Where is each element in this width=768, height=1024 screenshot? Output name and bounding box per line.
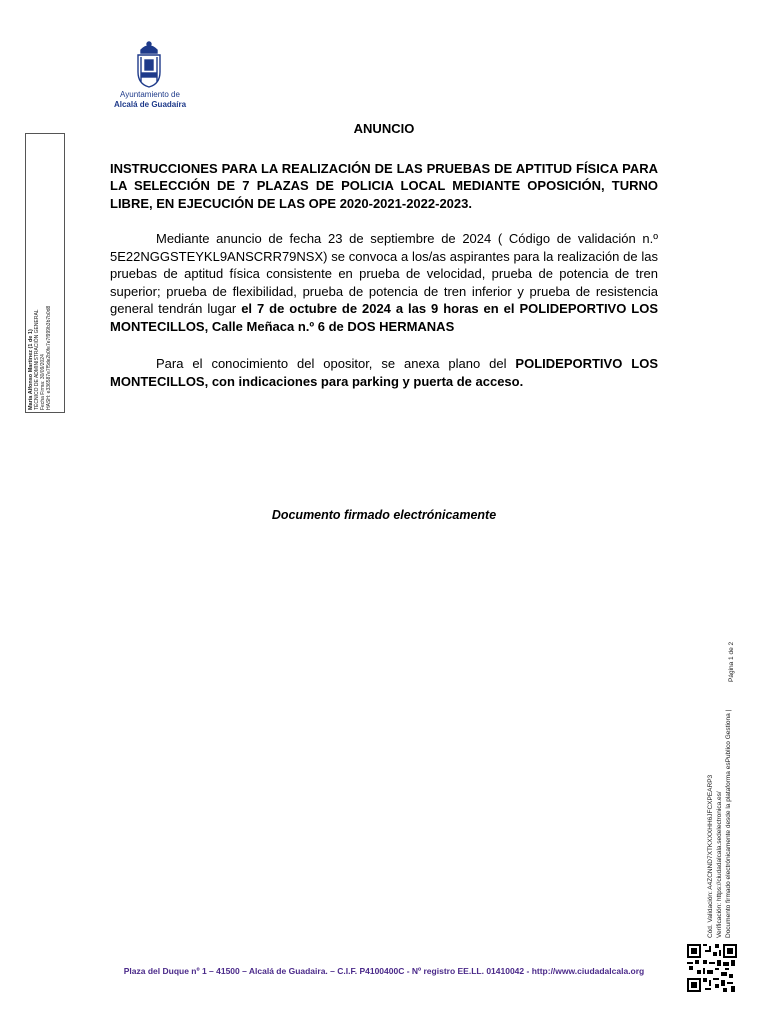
logo-text-line1: Ayuntamiento de — [120, 90, 180, 99]
signature-hash: HASH: e336587e7f5de2b0fe7e7f999b3b7b0d8 — [46, 305, 52, 410]
qr-code-icon — [687, 944, 737, 992]
document-body — [110, 120, 658, 390]
validation-code: Cód. Validación: A4ZCNND7XTKXXXHH6JFCXPEARP3 — [707, 774, 714, 938]
signature-stamp — [28, 140, 52, 410]
verification-url: Verificación: https://ciudadalcala.sedelectronica.es/ — [716, 791, 723, 938]
municipal-logo — [100, 40, 200, 112]
coat-of-arms-icon — [132, 40, 166, 88]
signature-date: Fecha Firma: 30/09/2024 — [40, 354, 46, 410]
logo-text-line2: Alcalá de Guadaíra — [113, 100, 187, 109]
page-indicator: Página 1 de 2 — [728, 641, 735, 682]
paragraph-plano-text: Para el conocimiento del opositor, se anexa plano del — [156, 356, 516, 371]
platform-note: Documento firmado electrónicamente desde la plataforma esPublico Gestiona | — [725, 709, 732, 938]
document-title: INSTRUCCIONES PARA LA REALIZACIÓN DE LAS PRUEBAS DE APTITUD FÍSICA PARA LA SELECCIÓN DE 7 PLAZAS DE POLICIA LOCAL MEDIANTE OPOSICIÓN, TURNO LIBRE, EN EJECUCIÓN DE LAS OPE 2020-2021-2022-2023. — [110, 160, 658, 211]
paragraph-plano — [110, 355, 658, 390]
signer-name: María Alfonso Martínez (1 de 1) — [28, 329, 34, 410]
signer-role: TÉCNICO DE ADMINISTRACIÓN GENERAL — [34, 309, 40, 410]
document-heading: ANUNCIO — [353, 121, 415, 136]
signed-electronically-note: Documento firmado electrónicamente — [271, 508, 497, 522]
paragraph-convocatoria-text: Mediante anuncio de fecha 23 de septiembre de 2024 ( Código de validación n.º 5E22NGGSTEYKL9ANSCRR79NSX) se convoca a los/as aspirantes para la realización de las pruebas de aptitud física consistente en prueba de velocidad, prueba de potencia de tren superior; prueba de flexibilidad, prueba de potencia de tren inferior y prueba de resistencia general tendrán lugar — [110, 231, 658, 316]
paragraph-convocatoria — [110, 230, 658, 335]
paragraph-plano-bold: POLIDEPORTIVO LOS MONTECILLOS, con indicaciones para parking y puerta de acceso. — [110, 356, 658, 389]
footer-address: Plaza del Duque nº 1 – 41500 – Alcalá de Guadaira. – C.I.F. P4100400C - Nº registro EE.LL. 01410042 - http://www.ciudadalcala.org — [123, 966, 645, 976]
paragraph-convocatoria-bold: el 7 de octubre de 2024 a las 9 horas en el POLIDEPORTIVO LOS MONTECILLOS, Calle Meñaca n.º 6 de DOS HERMANAS — [110, 301, 659, 334]
